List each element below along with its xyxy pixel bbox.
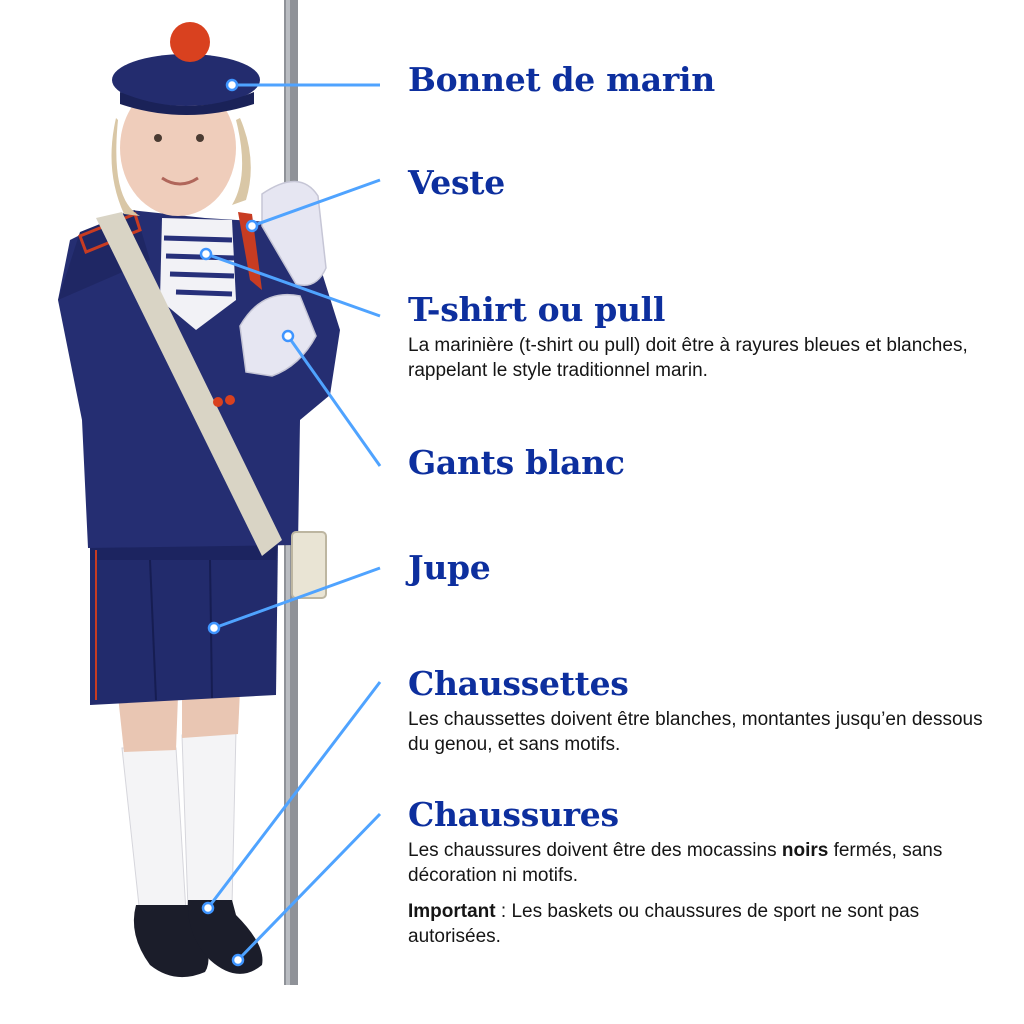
connector-line-chaussures [238,814,380,960]
description-chaussures-bold: noirs [781,840,829,861]
connector-dot-jupe [209,623,219,633]
connector-line-jupe [214,568,380,628]
description-chaussures-start: Les chaussures doivent être des mocassins [408,840,782,861]
connector-dot-chaussettes [203,903,213,913]
description-chaussures [408,838,1008,888]
connector-line-gants [288,336,380,466]
connector-dot-bonnet [227,80,237,90]
important-label: Important [408,901,496,922]
important-text: : Les baskets ou chaussures de sport ne sont pas autorisées. [408,901,920,947]
label-jupe: Jupe [408,548,491,587]
connector-line-chaussettes [208,682,380,908]
label-chaussures: Chaussures [408,795,619,834]
label-gants-blanc: Gants blanc [408,443,625,482]
connector-line-veste [252,180,380,226]
connector-dot-chaussures [233,955,243,965]
label-chaussettes: Chaussettes [408,664,629,703]
description-t-shirt-ou-pull: La marinière (t-shirt ou pull) doit être à rayures bleues et blanches, rappelant le style traditionnel marin. [408,335,968,381]
label-bonnet-de-marin: Bonnet de marin [408,60,715,99]
connector-dot-t-shirt [201,249,211,259]
connector-dot-gants [283,331,293,341]
label-veste: Veste [408,163,505,202]
connector-line-t-shirt [206,254,380,316]
connector-dot-veste [247,221,257,231]
description-chaussures-end: fermés, sans décoration ni motifs. [408,840,943,886]
description-chaussettes: Les chaussettes doivent être blanches, montantes jusqu’en dessous du genou, et sans motifs. [408,709,983,755]
important-note [408,899,1008,949]
label-t-shirt-ou-pull: T-shirt ou pull [408,290,666,329]
